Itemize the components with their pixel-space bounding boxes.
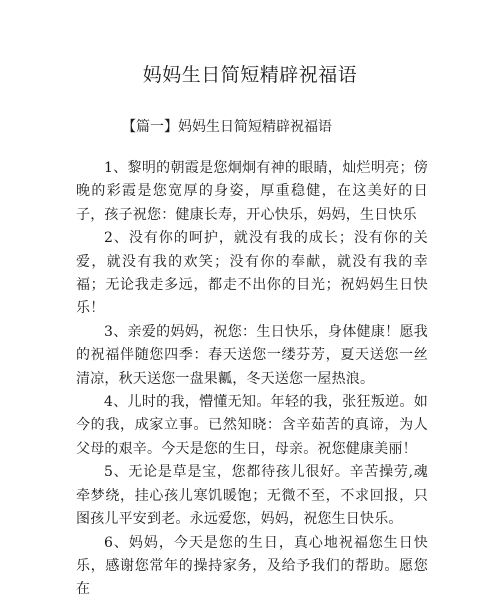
paragraph-1: 1、黎明的朝霞是您炯炯有神的眼睛，灿烂明亮；傍晚的彩霞是您宽厚的身姿，厚重稳健，在这美好的日子，孩子祝您：健康长寿，开心快乐，妈妈，生日快乐 [76, 160, 428, 223]
document-title: 妈妈生日简短精辟祝福语 [142, 64, 358, 86]
paragraph-3: 3、亲爱的妈妈，祝您：生日快乐，身体健康！愿我的祝福伴随您四季：春天送您一缕芬芳，夏天送您一丝清凉，秋天送您一盘果瓤，冬天送您一屋热浪。 [76, 323, 428, 387]
paragraph-4: 4、儿时的我，懵懂无知。年轻的我，张狂叛逆。如今的我，成家立事。已然知晓：含辛茹苦的真谛，为人父母的艰辛。今天是您的生日，母亲。祝您健康美丽！ [76, 394, 428, 457]
paragraph-5: 5、无论是草是宝，您都待孩儿很好。辛苦操劳,魂牵梦绕，挂心孩儿寒饥暖饱；无微不至，不求回报，只图孩儿平安到老。永远爱您，妈妈，祝您生日快乐。 [76, 464, 428, 528]
paragraph-2: 2、没有你的呵护，就没有我的成长；没有你的关爱，就没有我的欢笑；没有你的奉献，就没有我的幸福；无论我走多远，都走不出你的目光；祝妈妈生日快乐！ [76, 230, 428, 317]
paragraph-6: 6、妈妈，今天是您的生日，真心地祝福您生日快乐，感谢您常年的操持家务，及给予我们的帮助。愿您在 [76, 534, 428, 598]
document-body [76, 157, 428, 602]
section-heading: 【篇一】妈妈生日简短精辟祝福语 [122, 119, 332, 135]
